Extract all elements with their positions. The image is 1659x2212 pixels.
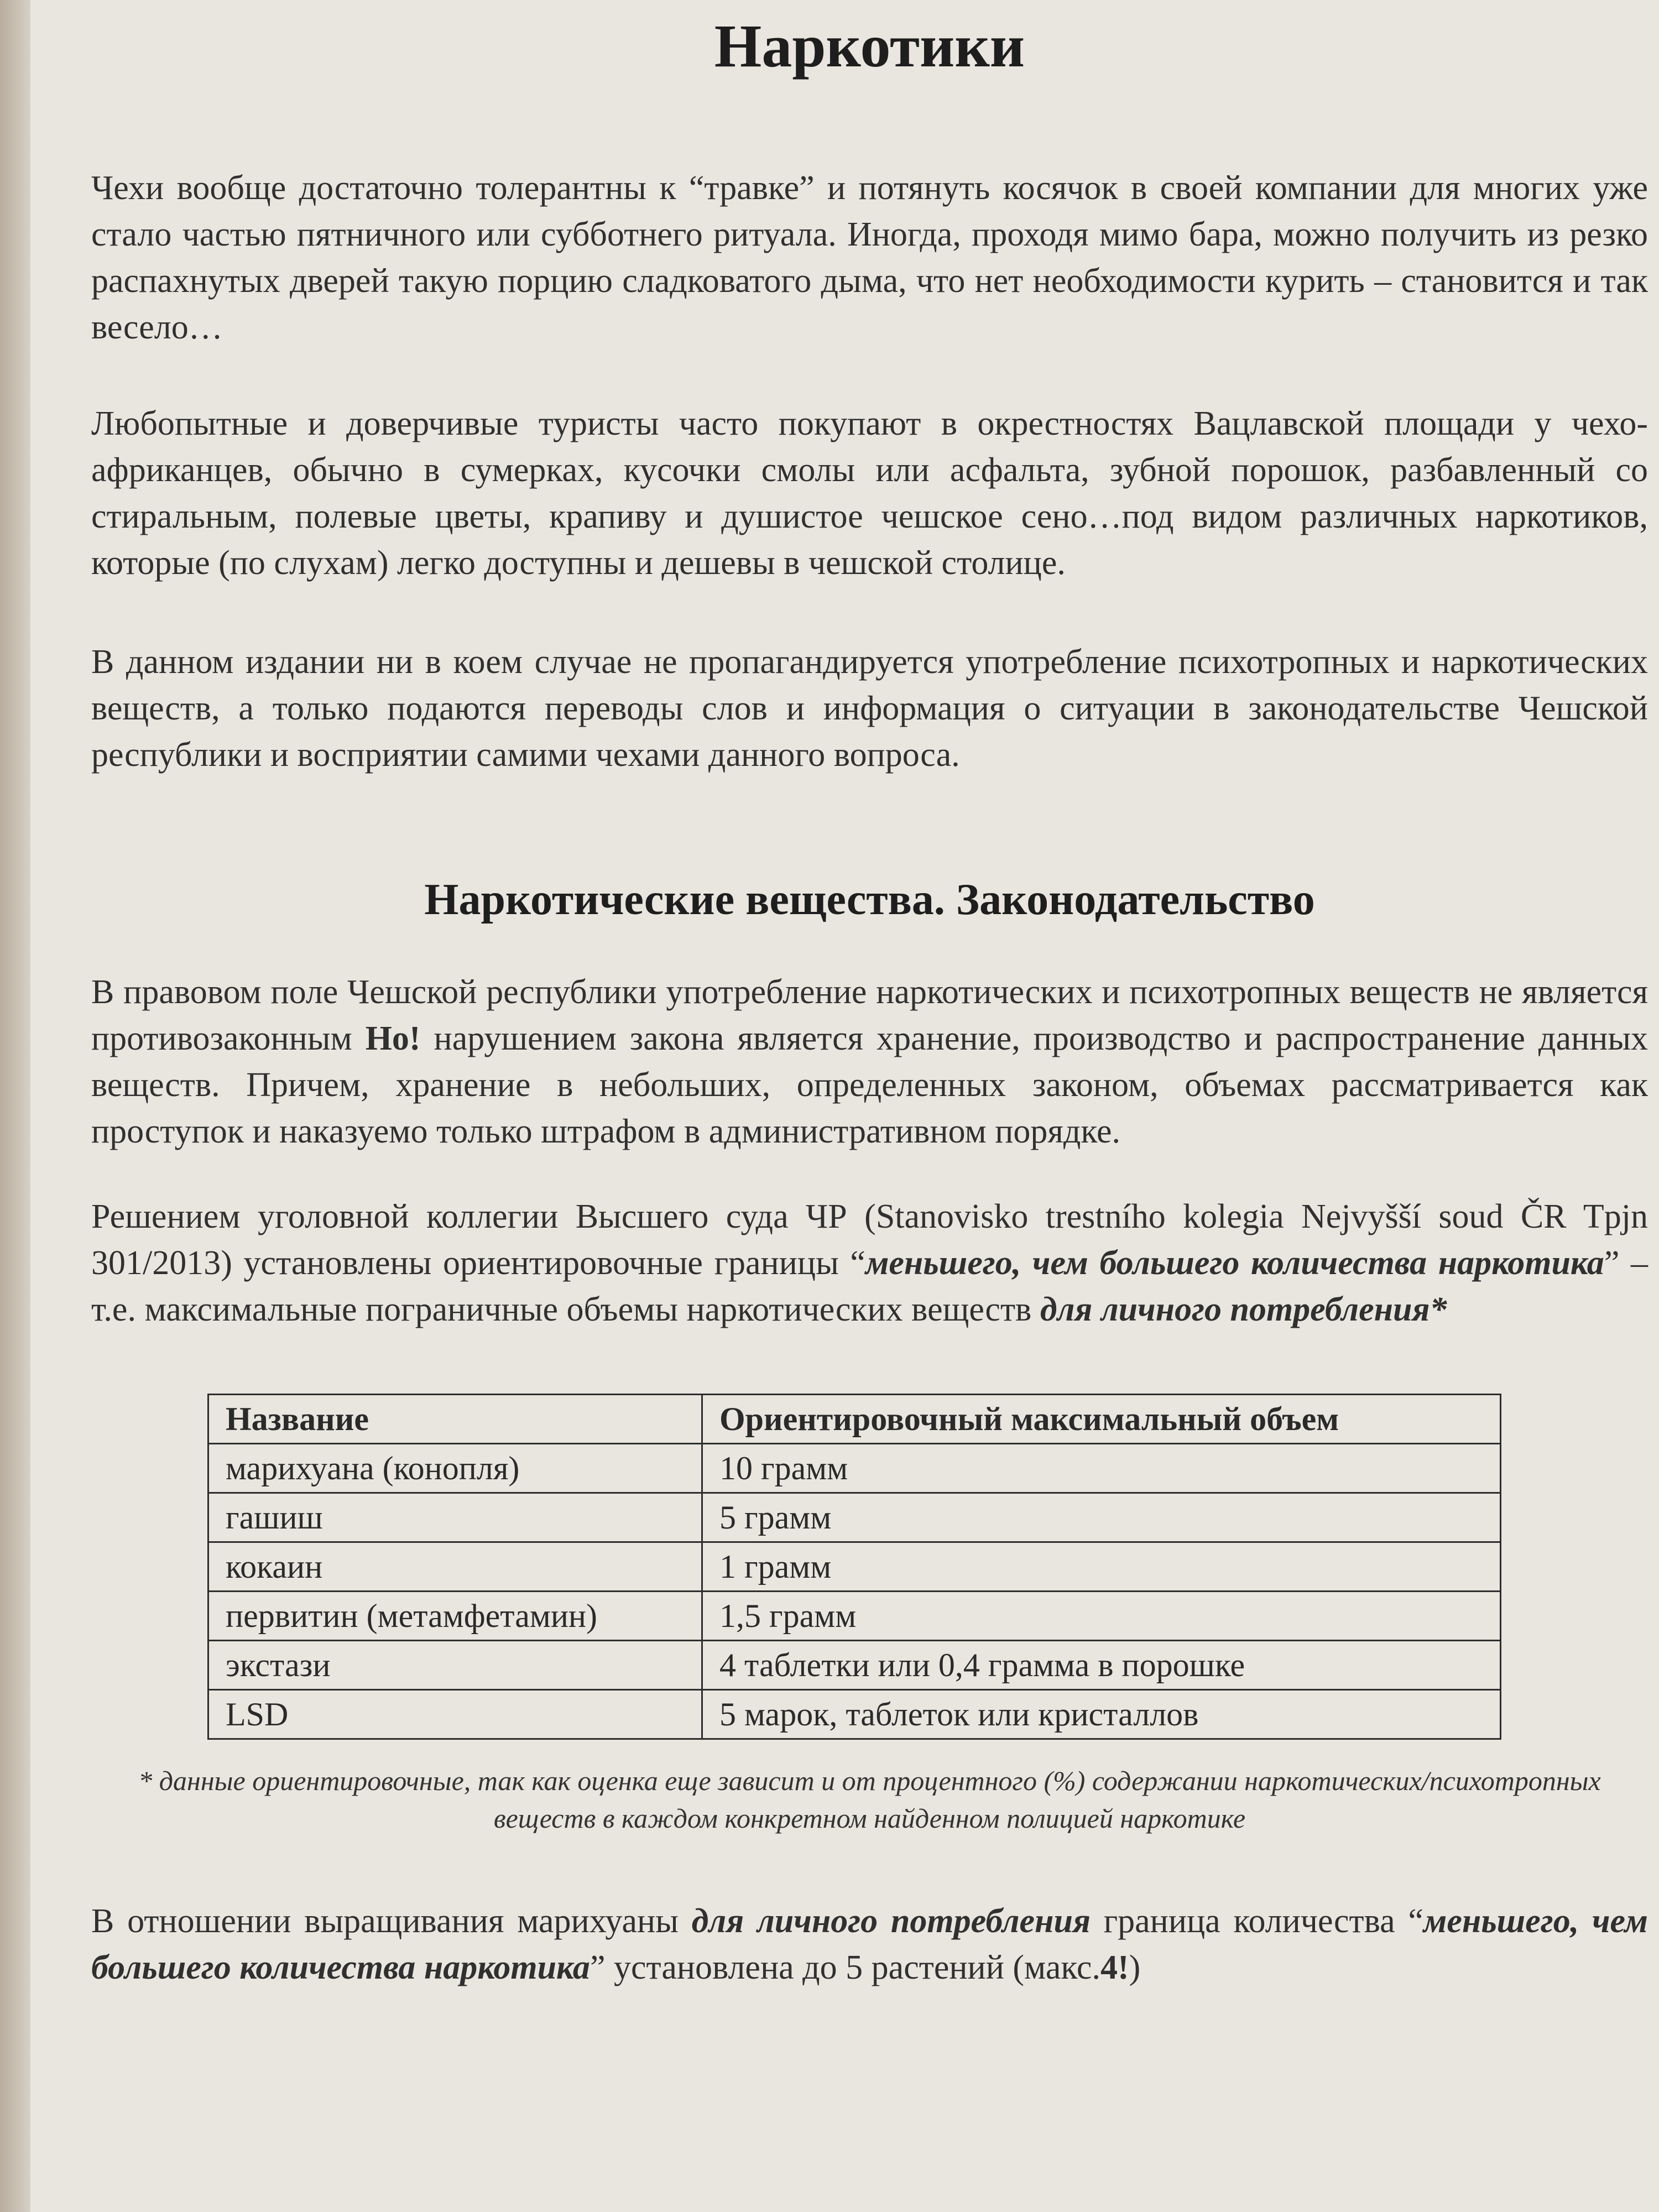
- cultivation-text-2: граница количества “: [1090, 1902, 1423, 1940]
- table-cell-volume: 5 грамм: [702, 1493, 1501, 1542]
- law-text-after: нарушением закона является хранение, производство и распространение данных веществ. Причем, хранение в небольших, определенных законом, объемах рассматривается как проступок и наказуемо только штрафом в административном порядке.: [91, 1020, 1648, 1150]
- table-header-name: Название: [208, 1395, 702, 1444]
- drug-limits-table: [207, 1394, 1501, 1740]
- section-title: Наркотические вещества. Законодательство: [424, 875, 1315, 924]
- disclaimer-paragraph: В данном издании ни в коем случае не пропагандируется употребление психотропных и наркотических веществ, а только подаются переводы слов и информация о ситуации в законодательстве Чешской республики и восприятии самими чехами данного вопроса.: [91, 643, 1648, 774]
- table-header-volume: Ориентировочный максимальный объем: [702, 1395, 1501, 1444]
- table-cell-name: марихуана (конопля): [208, 1444, 702, 1493]
- law-text-bold: Но!: [365, 1020, 421, 1057]
- table-cell-name: LSD: [208, 1690, 702, 1739]
- tourists-paragraph: Любопытные и доверчивые туристы часто покупают в окрестностях Вацлавской площади у чехо-африканцев, обычно в сумерках, кусочки смолы или асфальта, зубной порошок, разбавленный со стиральным, полевые цветы, крапиву и душистое чешское сено…под видом различных наркотиков, которые (по слухам) легко доступны и дешевы в чешской столице.: [91, 405, 1648, 582]
- book-spine: [0, 0, 30, 2212]
- table-cell-volume: 1,5 грамм: [702, 1592, 1501, 1641]
- table-row: [208, 1690, 1501, 1739]
- table-cell-name: экстази: [208, 1641, 702, 1690]
- cultivation-text-3: ” установлена до 5 растений (макс.: [589, 1949, 1100, 1986]
- table-row: [208, 1493, 1501, 1542]
- table-cell-volume: 5 марок, таблеток или кристаллов: [702, 1690, 1501, 1739]
- cultivation-emphasis-1: для личного потребления: [691, 1902, 1091, 1940]
- law-text-before: В правовом поле Чешской республики употребление наркотических и психотропных веществ не является противозаконным: [91, 973, 1648, 1057]
- page-content: [91, 0, 1648, 1991]
- table-row: [208, 1592, 1501, 1641]
- table-cell-name: гашиш: [208, 1493, 702, 1542]
- book-page: [30, 0, 1659, 2212]
- cultivation-emphasis-3: 4!: [1100, 1949, 1129, 1986]
- court-emphasis-1: меньшего, чем большего количества наркотика: [865, 1244, 1604, 1282]
- cultivation-text-4: ): [1129, 1949, 1141, 1986]
- table-cell-name: первитин (метамфетамин): [208, 1592, 702, 1641]
- table-row: [208, 1542, 1501, 1592]
- table-row: [208, 1641, 1501, 1690]
- table-cell-volume: 1 грамм: [702, 1542, 1501, 1592]
- law-paragraph: [91, 969, 1648, 1155]
- table-cell-name: кокаин: [208, 1542, 702, 1592]
- table-footnote: * данные ориентировочные, так как оценка еще зависит и от процентного (%) содержании наркотических/психотропных веществ в каждом конкретном найденном полицией наркотике: [138, 1765, 1601, 1834]
- table-cell-volume: 10 грамм: [702, 1444, 1501, 1493]
- page-title: Наркотики: [714, 12, 1025, 80]
- cultivation-text-1: В отношении выращивания марихуаны: [91, 1902, 692, 1940]
- cultivation-paragraph: [91, 1898, 1648, 1991]
- table-row: [208, 1444, 1501, 1493]
- court-text-2: ” – т.е. максимальные пограничные объемы наркотических веществ: [91, 1244, 1648, 1328]
- court-paragraph: [91, 1193, 1648, 1333]
- cultivation-emphasis-2: меньшего, чем большего количества наркотика: [91, 1902, 1648, 1986]
- court-emphasis-2: для личного потребления*: [1040, 1291, 1447, 1328]
- intro-paragraph: Чехи вообще достаточно толерантны к “травке” и потянуть косячок в своей компании для многих уже стало частью пятничного или субботнего ритуала. Иногда, проходя мимо бара, можно получить из резко распахнутых дверей такую порцию сладковатого дыма, что нет необходимости курить – становится и так весело…: [91, 169, 1648, 346]
- court-text-1: Решением уголовной коллегии Высшего суда ЧР (Stanovisko trestního kolegia Nejvyšší soud ČR Tpjn 301/2013) установлены ориентировочные границы “: [91, 1198, 1648, 1282]
- table-header-row: [208, 1395, 1501, 1444]
- table-cell-volume: 4 таблетки или 0,4 грамма в порошке: [702, 1641, 1501, 1690]
